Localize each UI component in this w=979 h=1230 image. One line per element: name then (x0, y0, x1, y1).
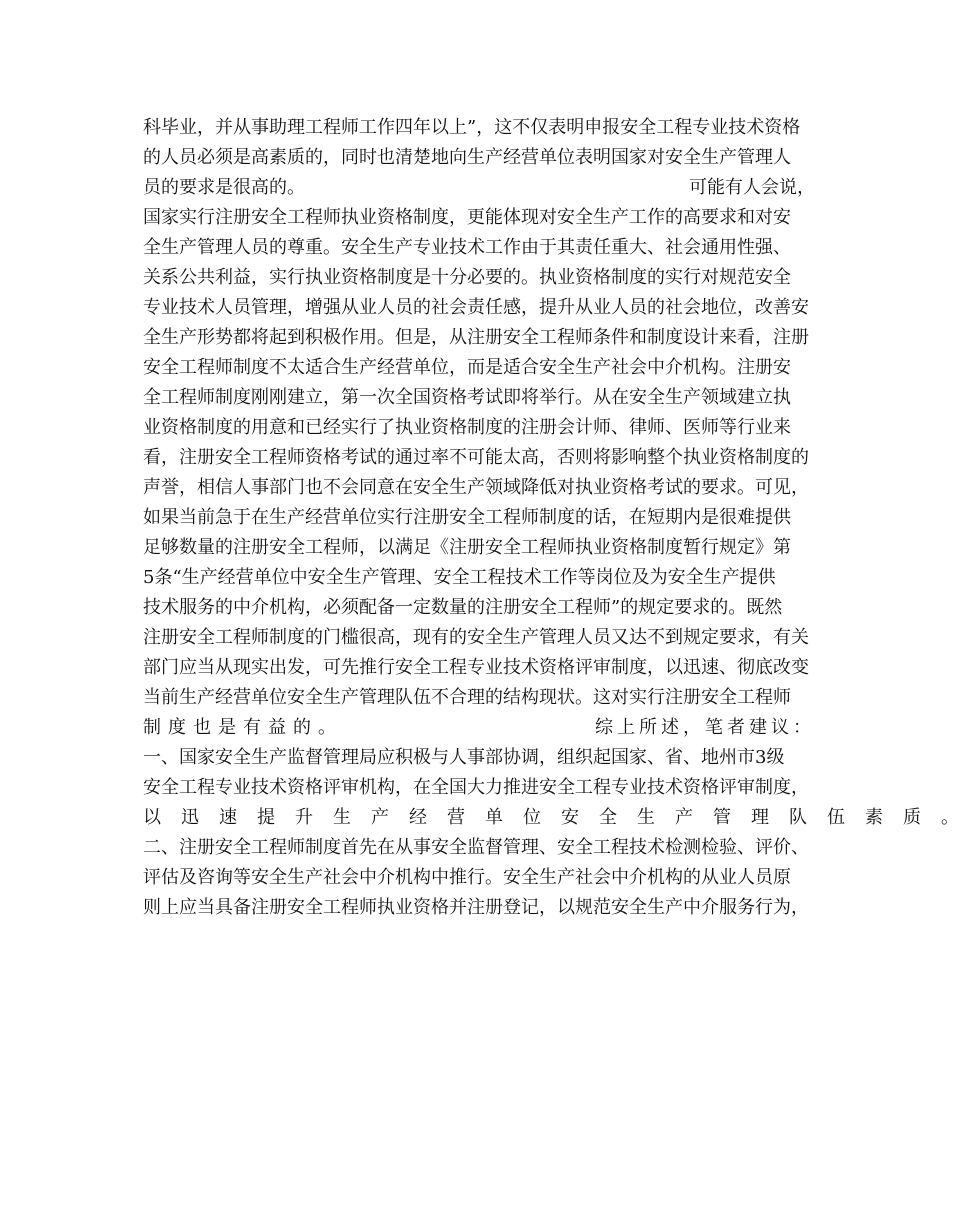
text-line: 技术服务的中介机构，必须配备一定数量的注册安全工程师”的规定要求的。既然 (143, 597, 783, 618)
text-line: 全生产形势都将起到积极作用。但是，从注册安全工程师条件和制度设计来看，注册 (143, 327, 809, 348)
text-line: 科毕业，并从事助理工程师工作四年以上”，这不仅表明申报安全工程专业技术资格 (143, 117, 801, 138)
text-line: 的人员必须是高素质的，同时也清楚地向生产经营单位表明国家对安全生产管理人 (143, 147, 791, 168)
document-body (143, 113, 979, 923)
text-line-right: 综上所述，笔者建议： (595, 717, 815, 738)
text-line: 国家实行注册安全工程师执业资格制度，更能体现对安全生产工作的高要求和对安 (143, 207, 791, 228)
text-line (143, 713, 815, 743)
text-line: 全工程师制度刚刚建立，第一次全国资格考试即将举行。从在安全生产领域建立执 (143, 387, 791, 408)
text-line-left: 员的要求是很高的。 (143, 177, 305, 198)
text-line-right: 可能有人会说， (689, 177, 815, 198)
text-line: 以迅速提升生产经营单位安全生产管理队伍素质。 (143, 807, 979, 828)
text-line (143, 173, 815, 203)
text-line: 5条“生产经营单位中安全生产管理、安全工程技术工作等岗位及为安全生产提供 (143, 567, 776, 588)
text-line: 则上应当具备注册安全工程师执业资格并注册登记，以规范安全生产中介服务行为， (143, 897, 809, 918)
text-line: 安全工程专业技术资格评审机构，在全国大力推进安全工程专业技术资格评审制度， (143, 777, 809, 798)
text-line: 二、注册安全工程师制度首先在从事安全监督管理、安全工程技术检测检验、评价、 (143, 837, 809, 858)
text-line: 业资格制度的用意和已经实行了执业资格制度的注册会计师、律师、医师等行业来 (143, 417, 791, 438)
text-line: 安全工程师制度不太适合生产经营单位，而是适合安全生产社会中介机构。注册安 (143, 357, 791, 378)
text-line: 一、国家安全生产监督管理局应积极与人事部协调，组织起国家、省、地州市3级 (143, 747, 785, 768)
text-line: 部门应当从现实出发，可先推行安全工程专业技术资格评审制度，以迅速、彻底改变 (143, 657, 809, 678)
text-line: 足够数量的注册安全工程师，以满足《注册安全工程师执业资格制度暂行规定》第 (143, 537, 791, 558)
text-line: 注册安全工程师制度的门槛很高，现有的安全生产管理人员又达不到规定要求，有关 (143, 627, 809, 648)
text-line-left: 制度也是有益的。 (143, 717, 343, 738)
text-line: 全生产管理人员的尊重。安全生产专业技术工作由于其责任重大、社会通用性强、 (143, 237, 791, 258)
text-line: 当前生产经营单位安全生产管理队伍不合理的结构现状。这对实行注册安全工程师 (143, 687, 791, 708)
text-line: 看，注册安全工程师资格考试的通过率不可能太高，否则将影响整个执业资格制度的 (143, 447, 809, 468)
text-line: 如果当前急于在生产经营单位实行注册安全工程师制度的话，在短期内是很难提供 (143, 507, 791, 528)
text-line: 评估及咨询等安全生产社会中介机构中推行。安全生产社会中介机构的从业人员原 (143, 867, 791, 888)
text-line: 声誉，相信人事部门也不会同意在安全生产领域降低对执业资格考试的要求。可见， (143, 477, 809, 498)
text-line: 关系公共利益，实行执业资格制度是十分必要的。执业资格制度的实行对规范安全 (143, 267, 791, 288)
text-line: 专业技术人员管理，增强从业人员的社会责任感，提升从业人员的社会地位，改善安 (143, 297, 809, 318)
